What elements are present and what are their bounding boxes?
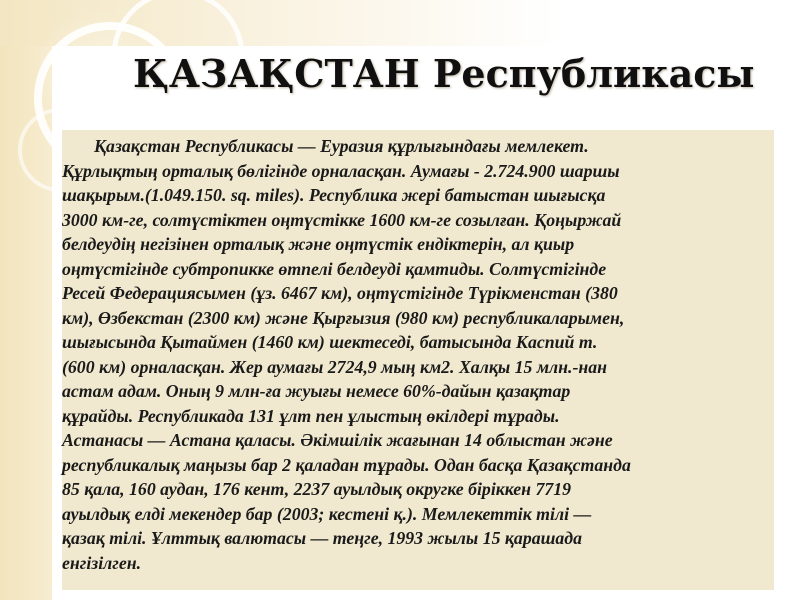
slide-title: ҚАЗАҚСТАН Республикасы	[133, 51, 755, 96]
body-paragraph: Қазақстан Республикасы — Еуразия құрлығындағы мемлекет. Құрлықтың орталық бөлігінде орналасқан. Аумағы - 2.724.900 шаршы шақырым.(1.049.150. sq. miles). Республика жері батыстан шығысқа 3000 км-ге, солтүстіктен оңтүстікке 1600 км-ге созылған. Қоңыржай белдеудің негізінен орталық және оңтүстік ендіктерін, ал қиыр оңтүстігінде субтропикке өтпелі белдеуді қамтиды. Солтүстігінде Ресей Федерациясымен (ұз. 6467 км), оңтүстігінде Түрікменстан (380 км), Өзбекстан (2300 км) және Қырғызия (980 км) республикаларымен, шығысында Қытаймен (1460 км) шектеседі, батысында Каспий т. (600 км) орналасқан. Жер аумағы 2724,9 мың км2. Халқы 15 млн.-нан астам адам. Оның 9 млн-ға жуығы немесе 60%-дайын қазақтар құрайды. Республикада 131 ұлт пен ұлыстың өкілдері тұрады. Астанасы — Астана қаласы. Әкімшілік жағынан 14 облыстан және республикалық маңызы бар 2 қаладан тұрады. Одан басқа Қазақстанда 85 қала, 160 аудан, 176 кент, 2237 ауылдық округке біріккен 7719 ауылдық елді мекендер бар (2003; кестені қ.). Мемлекеттік тілі — қазақ тілі. Ұлттық валютасы — теңге, 1993 жылы 15 қарашада енгізілген.	[62, 136, 631, 573]
